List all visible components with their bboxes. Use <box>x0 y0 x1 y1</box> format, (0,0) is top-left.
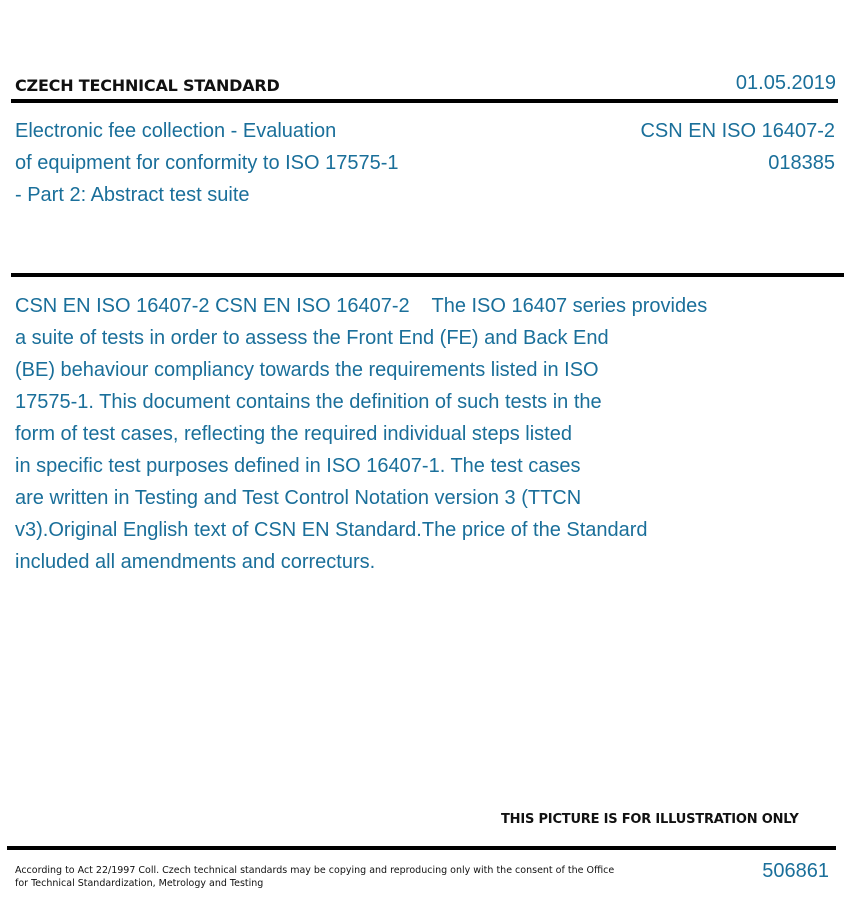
standard-code: CSN EN ISO 16407-2 <box>640 120 835 142</box>
legal-line: for Technical Standardization, Metrology and Testing <box>15 878 264 889</box>
abstract-line: included all amendments and correcturs. <box>15 551 376 573</box>
title-line: Electronic fee collection - Evaluation <box>15 120 337 142</box>
document-designation <box>640 115 835 179</box>
footer-number: 506861 <box>762 860 829 882</box>
abstract-line: v3).Original English text of CSN EN Standard.The price of the Standard <box>15 519 648 541</box>
document-title <box>15 115 399 211</box>
abstract-line: in specific test purposes defined in ISO 16407-1. The test cases <box>15 455 581 477</box>
abstract-line: 17575-1. This document contains the definition of such tests in the <box>15 391 602 413</box>
document-date: 01.05.2019 <box>735 72 836 94</box>
section-divider <box>11 273 844 277</box>
abstract-text <box>15 290 775 578</box>
abstract-line: (BE) behaviour compliancy towards the requirements listed in ISO <box>15 359 599 381</box>
legal-line: According to Act 22/1997 Coll. Czech technical standards may be copying and reproducing only with the consent of the Office <box>15 865 615 876</box>
catalog-number: 018385 <box>768 152 835 174</box>
footer-divider <box>7 846 836 850</box>
document-header-label: CZECH TECHNICAL STANDARD <box>15 76 280 95</box>
abstract-line: CSN EN ISO 16407-2 CSN EN ISO 16407-2 The ISO 16407 series provides <box>15 295 708 317</box>
header-divider <box>11 99 838 103</box>
abstract-line: are written in Testing and Test Control Notation version 3 (TTCN <box>15 487 582 509</box>
legal-notice <box>15 864 614 890</box>
title-line: of equipment for conformity to ISO 17575-1 <box>15 152 399 174</box>
abstract-line: form of test cases, reflecting the required individual steps listed <box>15 423 572 445</box>
abstract-line: a suite of tests in order to assess the Front End (FE) and Back End <box>15 327 609 349</box>
title-line: - Part 2: Abstract test suite <box>15 184 250 206</box>
illustration-note: THIS PICTURE IS FOR ILLUSTRATION ONLY <box>501 812 799 827</box>
